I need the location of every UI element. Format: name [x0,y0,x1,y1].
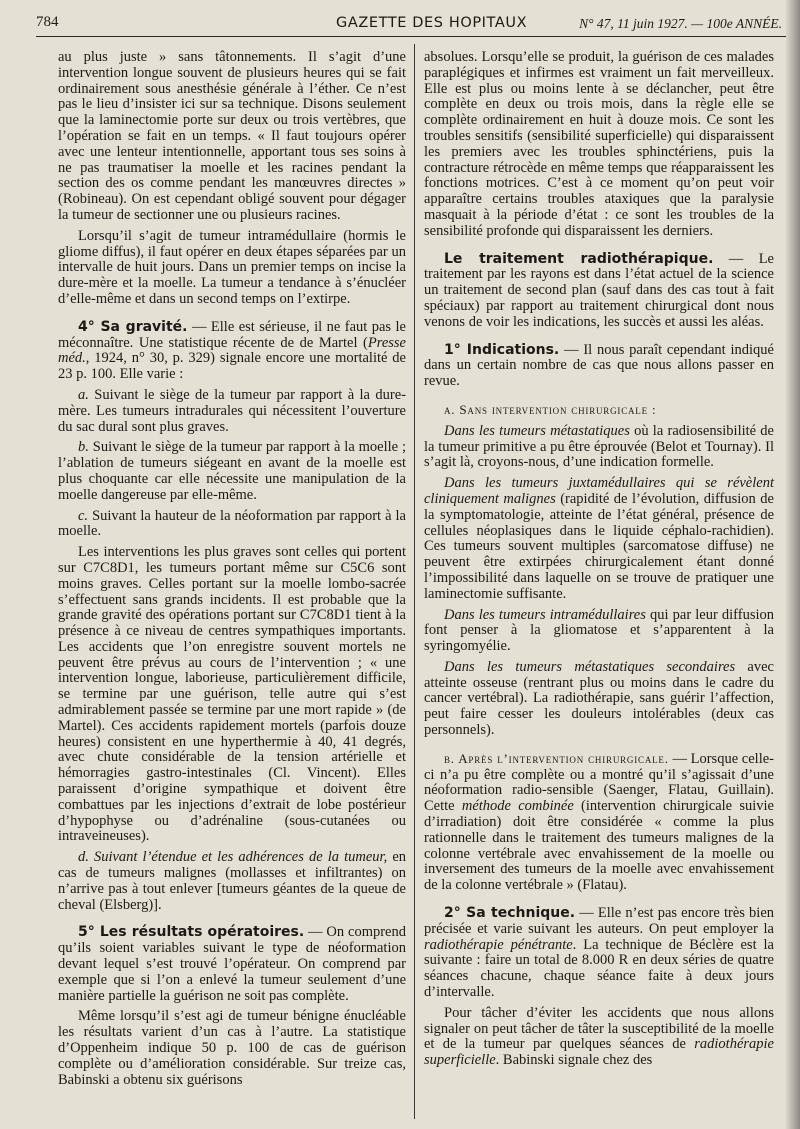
section-heading: 4° Sa gravité. [78,318,188,335]
page-header [36,12,788,37]
section-heading: Le traitement radiothérapique. [444,250,714,267]
section-indications: 1° Indications. — Il nous paraît cependant indiqué dans un certain nombre de cas que nous allons passer en revue. [424,341,774,390]
list-item-a: a. Suivant le siège de la tumeur par rapport à la dure-mère. Les tumeurs intradurales qui nécessitent l’ouverture du sac dural sont plus graves. [58,386,406,435]
paragraph: absolues. Lorsqu’elle se produit, la guérison de ces malades paraplégiques et infirmes est vraiment un fait merveilleux. Elle est plus ou moins lente à se déclancher, peut être complète en deux ou trois mois, dans la règle elle se complète ordinairement en huit à douze mois. Ce sont les troubles sensitifs (sensibilité superficielle) qui disparaissent les premiers avec les troubles sphinctériens, puis la contracture rétrocède en même temps que réapparaissent les fonctions motrices. C’est à ce moment qu’on peut voir apparaître certains troubles ataxiques que la paralysie masquait à la période d’état : ce sont les troubles de la sensibilité profonde qui disparaissent les derniers. [424,49,774,239]
section-gravite: 4° Sa gravité. — Elle est sérieuse, il ne faut pas le méconnaître. Une statistique récente de de Martel (Presse méd., 1924, n° 30, p. 329) signale encore une mortalité de 23 p. 100. Elle varie : [58,318,406,383]
list-item-d: d. Suivant l’étendue et les adhérences de la tumeur, en cas de tumeurs malignes (mollasses et infiltrantes) on n’arrive pas à tout enlever [tumeurs géantes de la queue de cheval (Elsberg)]. [58,849,407,913]
list-item-c: c. Suivant la hauteur de la néoformation par rapport à la moelle. [58,507,406,540]
paragraph: Dans les tumeurs intramédullaires qui par leur diffusion font penser à la gliomatose et s’apparentent à la syringomyélie. [424,606,774,655]
page-edge-shadow [786,0,800,1129]
section-radiotherapie: Le traitement radiothérapique. — Le traitement par les rayons est dans l’état actuel de la science un traitement de second plan (sauf dans des cas tout à fait spéciaux) par rapport au traitement chirurgical dont nous venons de voir les indications, les succès et aussi les aléas. [424,250,774,330]
subheading-b: b. Après l’intervention chirurgicale. — Lorsque celle-ci n’a pu être complète ou a montré qu’il s’agissait d’une néoformation radio-sensible (Saenger, Flatau, Guillain). Cette méthode combinée (intervention chirurgicale suivie d’irradiation) doit être considérée « comme la plus rationnelle dans le traitement des tumeurs malignes de la colonne vertébrale avec envahissement de la moelle ou inversement des tumeurs de la moelle avec envahissement de la colonne vertébrale » (Flatau). [424,750,774,894]
paragraph: Pour tâcher d’éviter les accidents que nous allons signaler on peut tâcher de tâter la susceptibilité de la moelle et de la tumeur par quelques séances de radiothérapie superficielle. Babinski signale chez des [424,1004,774,1069]
subheading-a: a. Sans intervention chirurgicale : [444,401,657,417]
issue-info: N° 47, 11 juin 1927. — 100e ANNÉE. [579,16,782,31]
column-divider [414,44,415,1119]
journal-title: GAZETTE DES HOPITAUX [336,15,528,31]
paragraph: Les interventions les plus graves sont celles qui portent sur C7C8D1, les tumeurs portant même sur C5C6 sont moins graves. Celles portant sur la moelle lombo-sacrée s’effectuent sans grands incidents. Il est probable que la grande gravité des opérations portant sur C7C8D1 tient à la présence à ce niveau de centres sympathiques importants. Les accidents que l’on enregistre souvent mortels ne peuvent être prévus au cours de l’intervention ; « une intervention longue, laborieuse, particulièrement difficile, se termine par une guérison, telle autre qui s’est admirablement passée se termine par une mort rapide » (de Martel). Ces accidents rapidement mortels (parfois douze heures) consistent en une hyperthermie à 40, 41 degrés, avec chute considérable de la tension artérielle et hémorragies gastro-intestinales (Cl. Vincent). Elles paraissent d’origine sympathique et doivent être combattues par les injections d’extrait de lobe postérieur d’hypophyse ou d’adrénaline (sous-cutanées ou intraveineuses). [58,544,406,845]
list-item-b: b. Suivant le siège de la tumeur par rapport à la moelle ; l’ablation de tumeurs siégeant en avant de la moelle est plus choquante car elle nécessite une manipulation de la moelle dangereuse par elle-même. [58,439,406,503]
section-heading: 5° Les résultats opératoires. [78,924,305,941]
paragraph: au plus juste » sans tâtonnements. Il s’agit d’une intervention longue souvent de plusieurs heures qui se fait ordinairement sous anesthésie générale à l’éther. Ce n’est pas le lieu d’insister ici sur sa technique. Disons seulement que la laminectomie porte sur deux ou trois vertèbres, que l’opération se fait en un temps. « Il faut toujours opérer avec une lenteur intentionnelle, apportant tous ses soins à ne pas traumatiser la moelle et les racines pendant la section des os comme pendant les manœuvres directes » (Robineau). On est cependant obligé souvent pour dégager la tumeur de sectionner une ou plusieurs racines. [58,49,406,223]
paragraph: Dans les tumeurs métastatiques secondaires avec atteinte osseuse (rentrant plus ou moins dans le cadre du cancer vertébral). La radiothérapie, sans guérir l’affection, peut faire cesser les douleurs intolérables (deux cas personnels). [424,658,774,739]
page-number: 784 [36,14,59,30]
section-heading: 2° Sa technique. [444,905,576,922]
section-heading: 1° Indications. [444,341,560,358]
section-technique: 2° Sa technique. — Elle n’est pas encore très bien précisée et varie suivant les auteurs. On peut employer la radiothérapie pénétrante. La technique de Béclère est la suivante : faire un total de 8.000 R en deux séries de quatre séances chacune, chaque séance faite à deux jours d’intervalle. [424,905,775,1001]
paragraph: Même lorsqu’il s’est agi de tumeur bénigne énucléable les résultats varient d’un cas à l’autre. La statistique d’Oppenheim indique 50 p. 100 de cas de guérison complète ou d’amélioration considérable. Sur treize cas, Babinski a obtenu six guérisons [58,1008,406,1088]
paragraph: Dans les tumeurs métastatiques où la radiosensibilité de la tumeur primitive a pu être éprouvée (Belot et Tournay). Il s’agit là, croyons-nous, d’une indication formelle. [424,422,774,471]
paragraph: Lorsqu’il s’agit de tumeur intramédullaire (hormis le gliome diffus), il faut opérer en deux étapes séparées par un intervalle de huit jours. Dans un premier temps on incise la dure-mère et la moelle. La tumeur a tendance à s’énucléer d’elle-même et dans un second temps on l’extirpe. [58,227,406,307]
left-column [58,50,406,1093]
section-resultats: 5° Les résultats opératoires. — On comprend qu’ils soient variables suivant le type de néoformation devant lequel s’est trouvé l’opérateur. On comprend par exemple que si l’on a enlevé la tumeur seulement d’une manière partielle la guérison ne soit pas complète. [58,924,406,1004]
citation: Presse méd. [58,334,406,367]
right-column [424,50,774,1074]
paragraph: Dans les tumeurs juxtamédullaires qui se révèlent cliniquement malignes (rapidité de l’évolution, diffusion de la symptomatologie, atteinte de l’état général, présence de cellules néoplasiques dans le liquide céphalo-rachidien). Ces tumeurs souvent multiples (sarcomatose diffuse) ne peuvent être extirpées chirurgicalement étant donné l’impossibilité dans laquelle on se trouve de pratiquer une laminectomie suffisante. [424,475,774,602]
